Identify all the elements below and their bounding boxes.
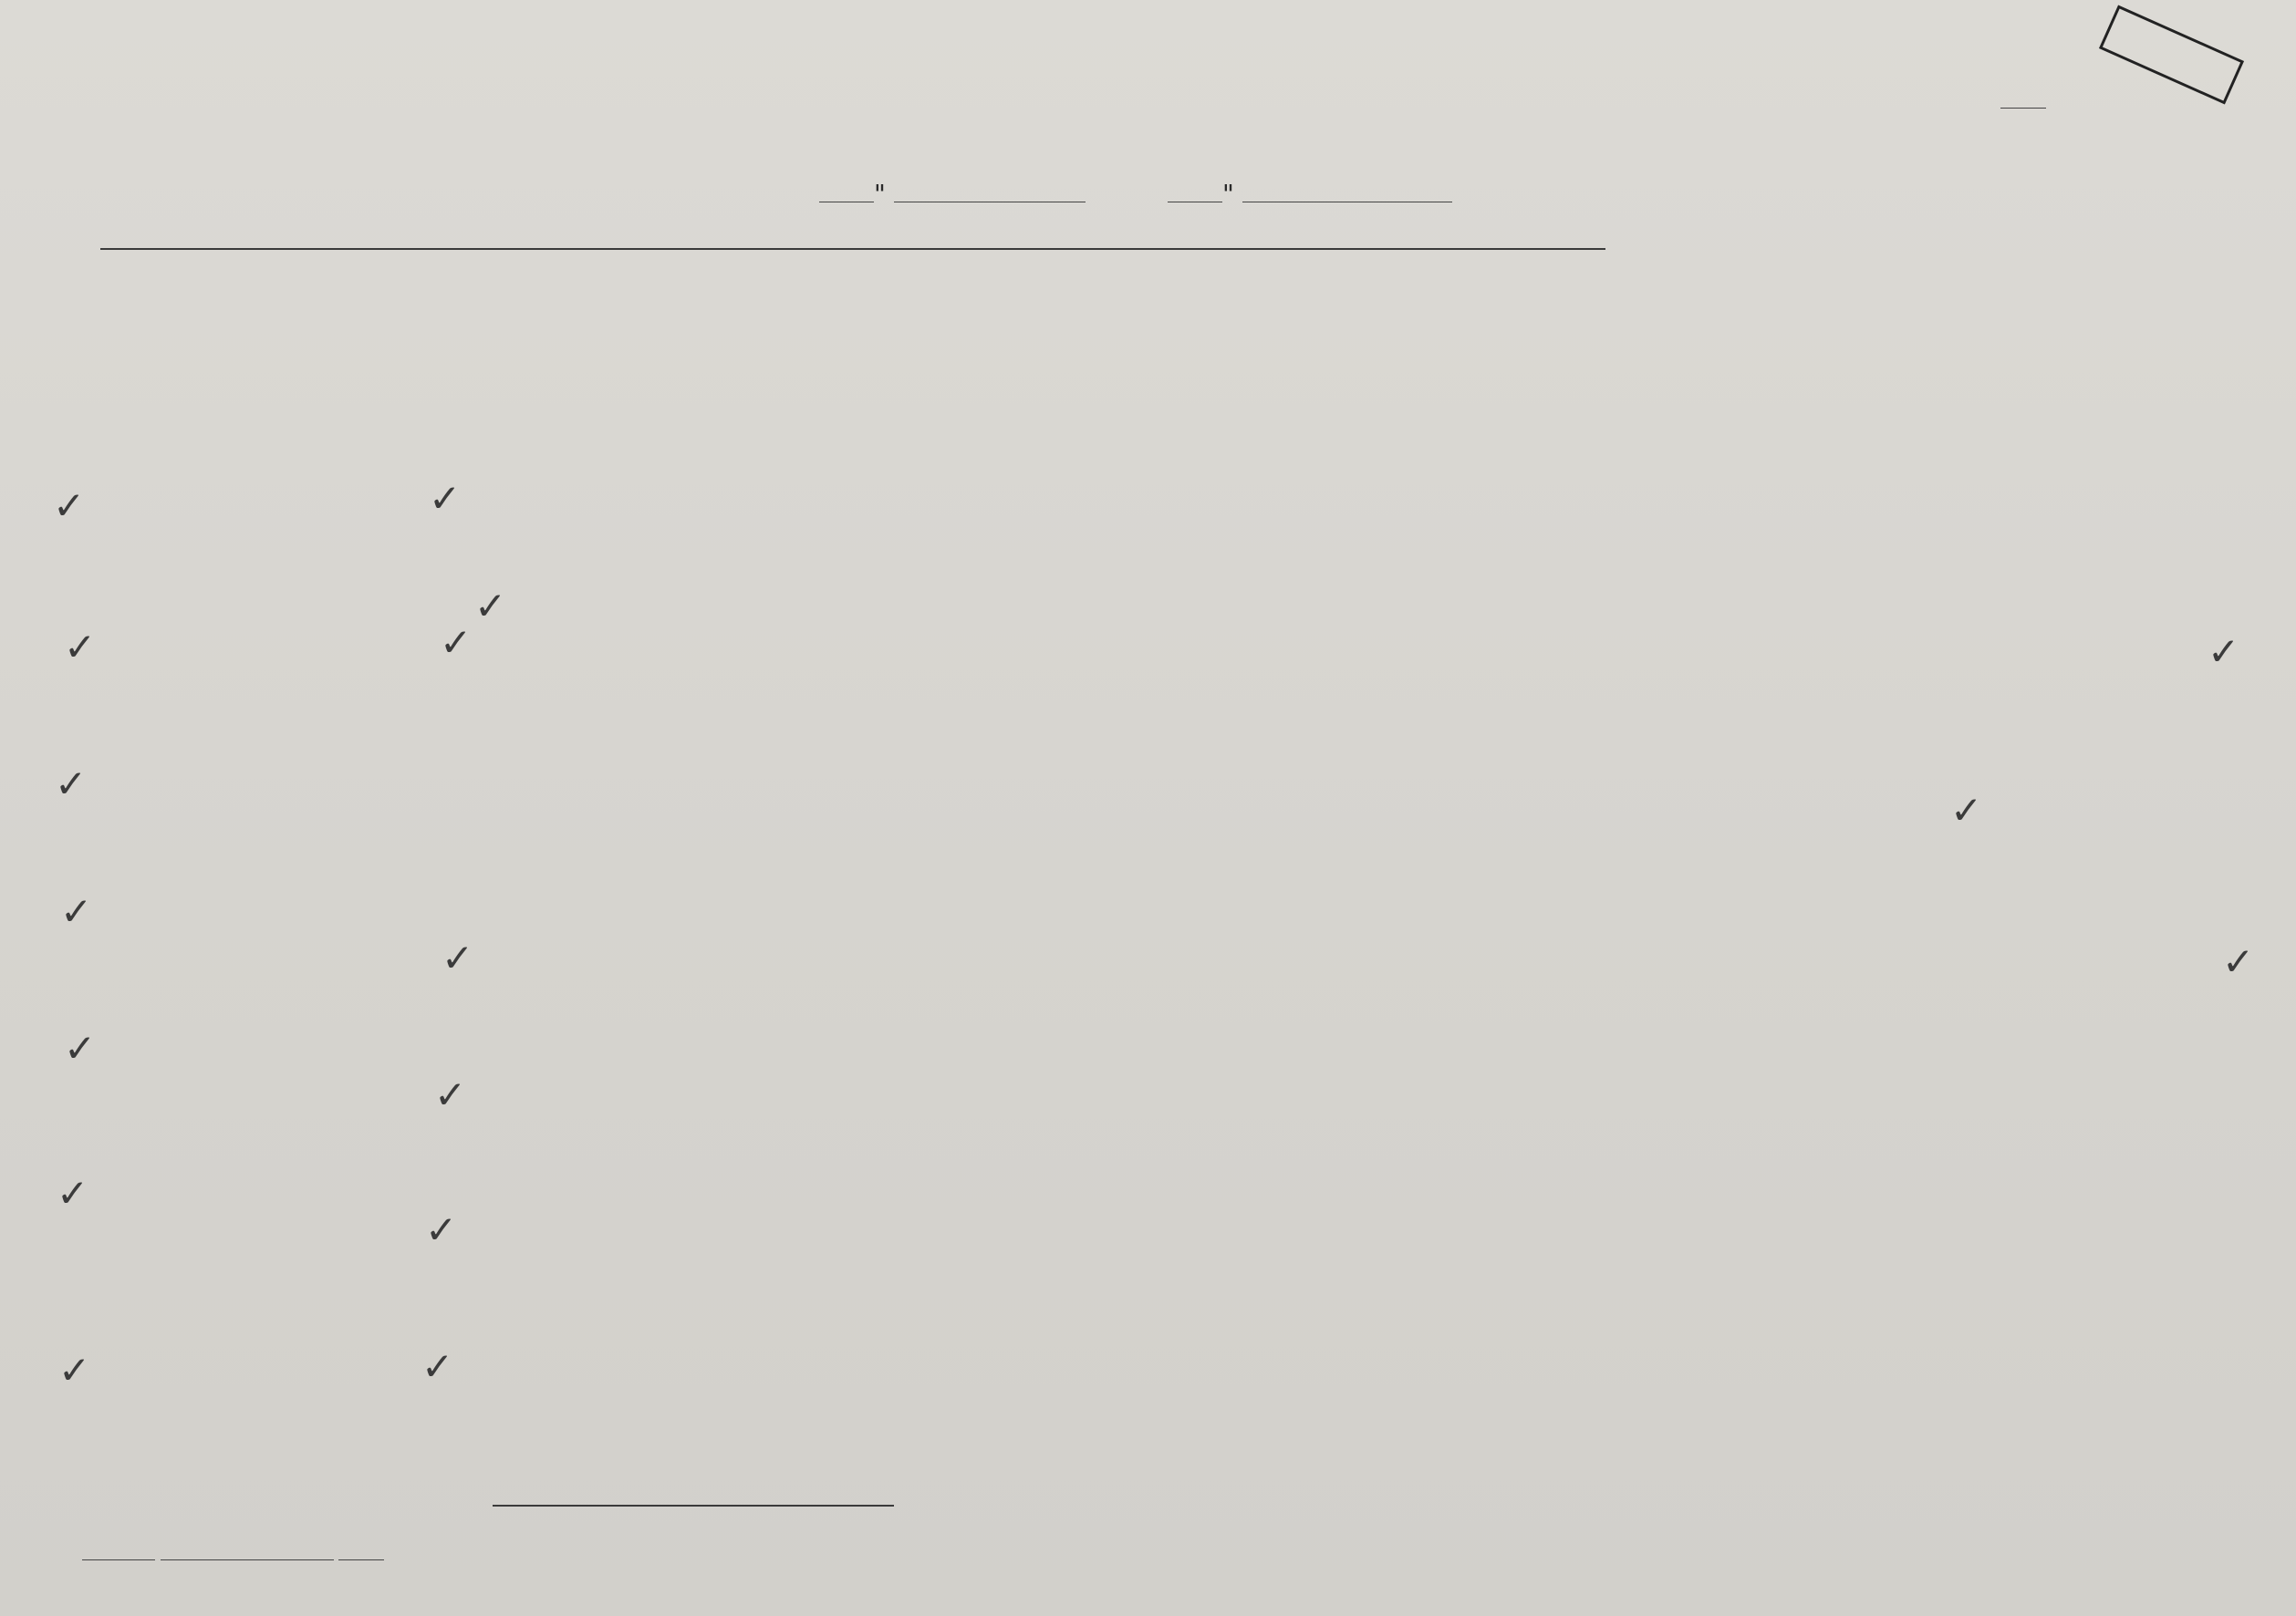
copy-number	[2000, 88, 2046, 114]
col-header-sverhsrochn	[1073, 337, 1115, 456]
check-mark: ✓	[55, 761, 88, 806]
check-mark: ✓	[64, 625, 97, 669]
check-mark: ✓	[474, 584, 507, 628]
check-mark: ✓	[440, 620, 473, 665]
footer-line	[493, 1505, 894, 1507]
footer-date-line	[82, 1546, 384, 1565]
col-header-awards	[1257, 292, 1303, 447]
col-header-rvk	[1339, 328, 1381, 447]
date-to: "	[1168, 179, 1452, 209]
check-mark: ✓	[53, 483, 86, 528]
check-mark: ✓	[60, 889, 93, 934]
check-mark: ✓	[2208, 629, 2240, 674]
check-mark: ✓	[58, 1348, 91, 1393]
col-header-srochn	[1020, 365, 1062, 456]
check-mark: ✓	[429, 476, 462, 521]
col-header-social	[872, 319, 914, 447]
col-header-family	[1598, 319, 1640, 447]
check-mark: ✓	[64, 1026, 97, 1071]
copy-number-value	[2000, 108, 2046, 109]
check-mark: ✓	[1950, 788, 1983, 833]
check-mark: ✓	[425, 1207, 458, 1252]
col-header-party	[666, 283, 748, 447]
check-mark: ✓	[2222, 939, 2255, 984]
check-mark: ✓	[57, 1171, 89, 1216]
check-mark: ✓	[421, 1344, 454, 1389]
check-mark: ✓	[434, 1072, 467, 1117]
col-header-reason	[1407, 272, 1507, 447]
col-header-post	[535, 283, 577, 447]
date-from: "	[819, 179, 1086, 209]
unit-underline	[100, 248, 1605, 250]
col-header-birth-year	[602, 301, 644, 447]
check-mark: ✓	[442, 936, 474, 980]
